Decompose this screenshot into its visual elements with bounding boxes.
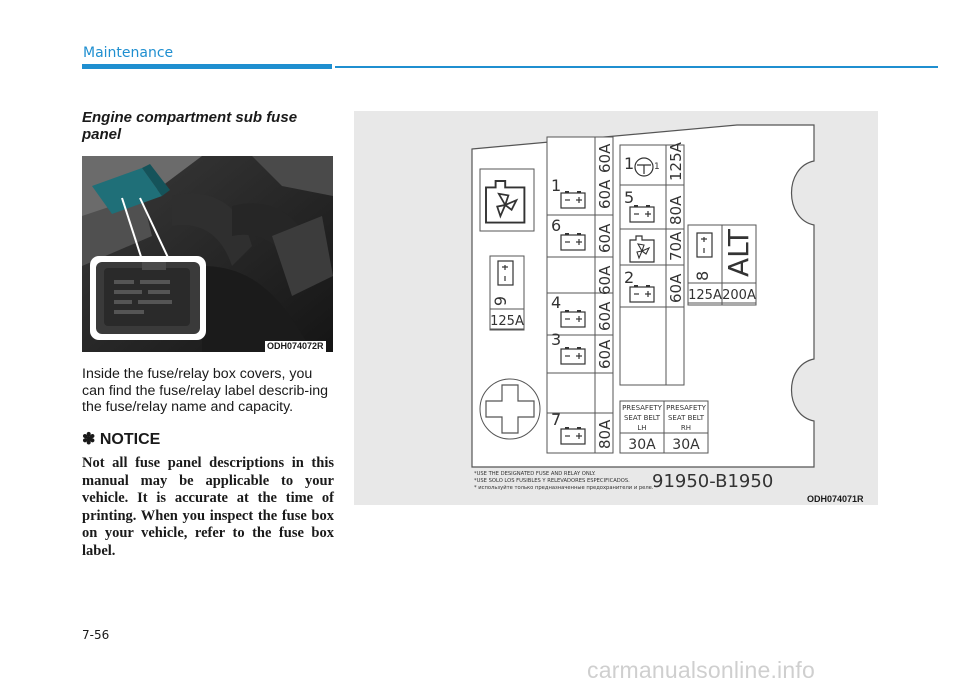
- alt-rating: 200A: [722, 288, 756, 303]
- fuse-panel-diagram: [354, 111, 878, 505]
- presafety-rh-line3: RH: [680, 424, 692, 432]
- section-title: Maintenance: [83, 45, 174, 61]
- fuse-1-rating-a: 60A: [596, 179, 614, 209]
- fuse-9-number: 9: [491, 295, 510, 307]
- fuse-4-rating-b: 60A: [596, 265, 614, 295]
- header-rule-thick: [82, 64, 332, 69]
- notice-icon: ✽: [82, 431, 96, 448]
- mid-fuse-5-number: 5: [624, 188, 635, 207]
- presafety-rh-rating: 30A: [672, 437, 700, 453]
- notice-title: NOTICE: [99, 431, 161, 448]
- presafety-lh-line1: PRESAFETY: [622, 404, 662, 412]
- watermark: carmanualsonline.info: [587, 657, 815, 683]
- fuse-6-rating: 60A: [596, 223, 614, 253]
- page-number: 7-56: [82, 628, 110, 642]
- mid-rating-70a: 70A: [667, 231, 685, 261]
- notice-heading: [82, 429, 160, 449]
- body-paragraph: Inside the fuse/relay box covers, you can find the fuse/relay label describ-ing the fuse/relay name and capacity.: [82, 366, 329, 415]
- fuse-3-number: 3: [551, 330, 562, 349]
- subheading: Engine compartment sub fuse panel: [82, 109, 298, 143]
- notice-body: Not all fuse panel descriptions in this manual may be applicable to your vehicle. It is accurate at the time of printing. When you inspect the fuse box on your vehicle, refer to the fuse box label.: [82, 455, 334, 559]
- presafety-rh-line1: PRESAFETY: [666, 404, 706, 412]
- mid-rating-60a: 60A: [667, 273, 685, 303]
- fuse-8-number: 8: [693, 270, 712, 281]
- fuse-9-rating: 125A: [490, 314, 524, 329]
- fuse-6-number: 6: [551, 216, 562, 235]
- mid-fuse-2-number: 2: [624, 268, 635, 287]
- fuse-8-rating: 125A: [688, 288, 722, 303]
- engine-photo: [82, 156, 333, 352]
- presafety-rh-line2: SEAT BELT: [667, 414, 705, 422]
- mid-fuse-1-number: 1: [624, 154, 635, 173]
- fuse-4-number: 4: [551, 293, 562, 312]
- fuse-7-number: 7: [551, 410, 562, 429]
- fuse-1-number: 1: [551, 176, 562, 195]
- fine-print-2: *USE SOLO LOS FUSIBLES Y RELEVADORES ESPECIFICADOS.: [474, 478, 630, 484]
- photo-caption: ODH074072R: [267, 341, 324, 351]
- mid-rating-125a: 125A: [667, 142, 685, 181]
- fine-print-1: *USE THE DESIGNATED FUSE AND RELAY ONLY.: [474, 471, 596, 477]
- diagram-caption: ODH074071R: [807, 494, 864, 504]
- presafety-lh-line3: LH: [637, 424, 647, 432]
- presafety-lh-rating: 30A: [628, 437, 656, 453]
- fine-print-3: * используйте только предназначенные предохранители и реле.: [474, 485, 654, 491]
- fuse-4-rating-a: 60A: [596, 301, 614, 331]
- fuse-3-rating: 60A: [596, 339, 614, 369]
- presafety-lh-line2: SEAT BELT: [623, 414, 661, 422]
- header-rule-thin: [335, 66, 938, 68]
- fuse-1-rating-b: 60A: [596, 143, 614, 173]
- fuse-7-rating: 80A: [596, 419, 614, 449]
- mid-fuse-1-sub: 1: [654, 162, 660, 172]
- part-number: 91950-B1950: [652, 471, 774, 492]
- alt-label: ALT: [722, 228, 755, 277]
- mid-rating-80a: 80A: [667, 195, 685, 225]
